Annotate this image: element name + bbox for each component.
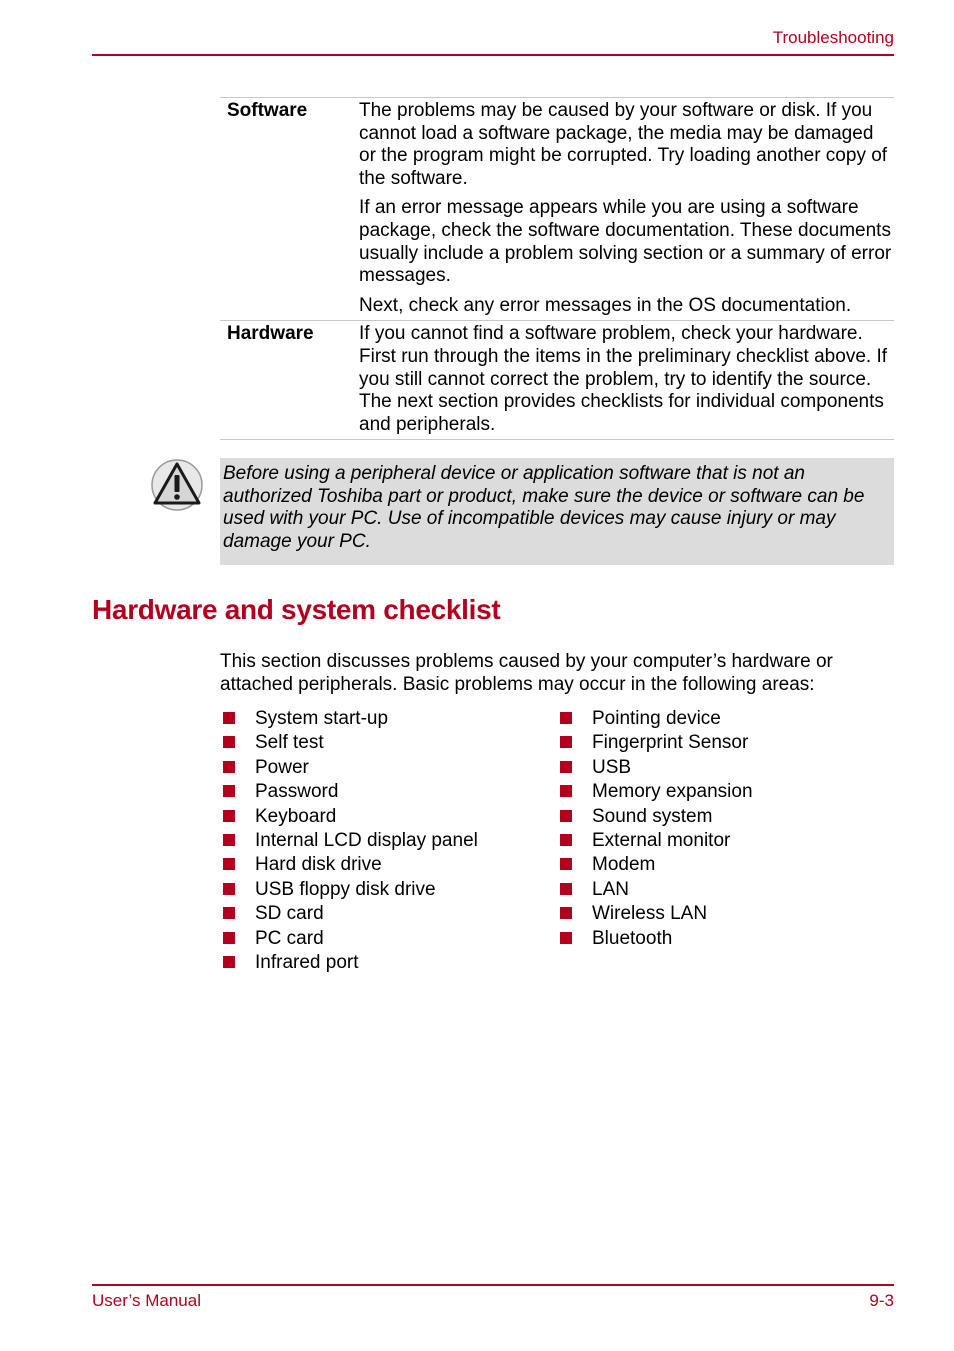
troubleshooting-table (220, 97, 894, 440)
list-item-label: External monitor (592, 829, 731, 851)
list-item (557, 731, 753, 755)
caution-icon (150, 458, 204, 512)
list-item (220, 927, 478, 951)
list-item-label: Fingerprint Sensor (592, 732, 749, 754)
list-item-label: USB floppy disk drive (255, 878, 436, 900)
square-bullet-icon (223, 932, 235, 944)
square-bullet-icon (560, 785, 572, 797)
square-bullet-icon (560, 907, 572, 919)
list-item (557, 707, 753, 731)
row-label: Software (227, 100, 308, 121)
square-bullet-icon (223, 712, 235, 724)
checklist-column-2 (557, 707, 753, 951)
square-bullet-icon (560, 712, 572, 724)
list-item-label: Sound system (592, 805, 713, 827)
list-item (557, 878, 753, 902)
description-paragraph: The problems may be caused by your software or disk. If you cannot load a software package, the media may be damaged or the program might be corrupted. Try loading another copy of the software. (359, 100, 888, 189)
list-item-label: Wireless LAN (592, 903, 708, 925)
list-item (557, 829, 753, 853)
list-item (220, 805, 478, 829)
list-item-label: Infrared port (255, 951, 359, 973)
square-bullet-icon (223, 736, 235, 748)
square-bullet-icon (223, 956, 235, 968)
row-description (359, 321, 894, 440)
list-item-label: Keyboard (255, 805, 337, 827)
footer-rule (92, 1284, 894, 1286)
list-item-label: System start-up (255, 708, 389, 729)
list-item (220, 756, 478, 780)
list-item-label: Power (255, 756, 309, 778)
list-item-label: Hard disk drive (255, 854, 382, 876)
square-bullet-icon (223, 834, 235, 846)
description-paragraph: Next, check any error messages in the OS documentation. (359, 294, 852, 316)
list-item (557, 902, 753, 926)
square-bullet-icon (223, 858, 235, 870)
square-bullet-icon (223, 883, 235, 895)
table-row-software (220, 98, 894, 321)
list-item-label: Modem (592, 854, 656, 876)
square-bullet-icon (560, 810, 572, 822)
list-item (220, 780, 478, 804)
list-item (557, 780, 753, 804)
table-row-hardware (220, 321, 894, 440)
list-item-label: USB (592, 756, 632, 778)
list-item (220, 878, 478, 902)
header-rule (92, 54, 894, 56)
list-item (220, 731, 478, 755)
list-item-label: Password (255, 781, 339, 803)
square-bullet-icon (223, 761, 235, 773)
square-bullet-icon (560, 858, 572, 870)
list-item (557, 927, 753, 951)
list-item-label: Bluetooth (592, 927, 673, 949)
list-item (220, 853, 478, 877)
checklist-column-1 (220, 707, 478, 975)
list-item (557, 805, 753, 829)
section-title: Hardware and system checklist (92, 594, 501, 625)
list-item-label: Internal LCD display panel (255, 829, 478, 851)
section-intro: This section discusses problems caused by your computer’s hardware or attached peripherals. Basic problems may occur in the following areas: (220, 651, 833, 695)
description-paragraph: If you cannot find a software problem, check your hardware. First run through the items in the preliminary checklist above. If you still cannot correct the problem, try to identify the source. The next section provides checklists for individual components and peripherals. (359, 323, 888, 435)
list-item-label: LAN (592, 878, 629, 900)
caution-note: Before using a peripheral device or application software that is not an authorized Toshiba part or product, make sure the device or software can be used with your PC. Use of incompatible devices may cause injury or may damage your PC. (220, 458, 894, 565)
square-bullet-icon (223, 907, 235, 919)
running-header: Troubleshooting (772, 28, 894, 47)
list-item (220, 707, 478, 731)
square-bullet-icon (560, 834, 572, 846)
row-description (359, 98, 894, 321)
list-item (220, 951, 478, 975)
page-number: 9-3 (869, 1291, 894, 1310)
list-item (557, 853, 753, 877)
list-item (557, 756, 753, 780)
list-item-label: PC card (255, 927, 324, 949)
list-item-label: Pointing device (592, 708, 721, 729)
square-bullet-icon (223, 785, 235, 797)
list-item-label: Memory expansion (592, 781, 753, 803)
row-label: Hardware (227, 323, 314, 345)
list-item (220, 902, 478, 926)
footer-manual-title: User’s Manual (92, 1291, 201, 1310)
square-bullet-icon (560, 761, 572, 773)
square-bullet-icon (223, 810, 235, 822)
square-bullet-icon (560, 736, 572, 748)
list-item-label: SD card (255, 903, 324, 925)
square-bullet-icon (560, 883, 572, 895)
square-bullet-icon (560, 932, 572, 944)
list-item (220, 829, 478, 853)
list-item-label: Self test (255, 732, 324, 754)
description-paragraph: If an error message appears while you are using a software package, check the software documentation. These documents usually include a problem solving section or a summary of error messages. (359, 197, 892, 287)
